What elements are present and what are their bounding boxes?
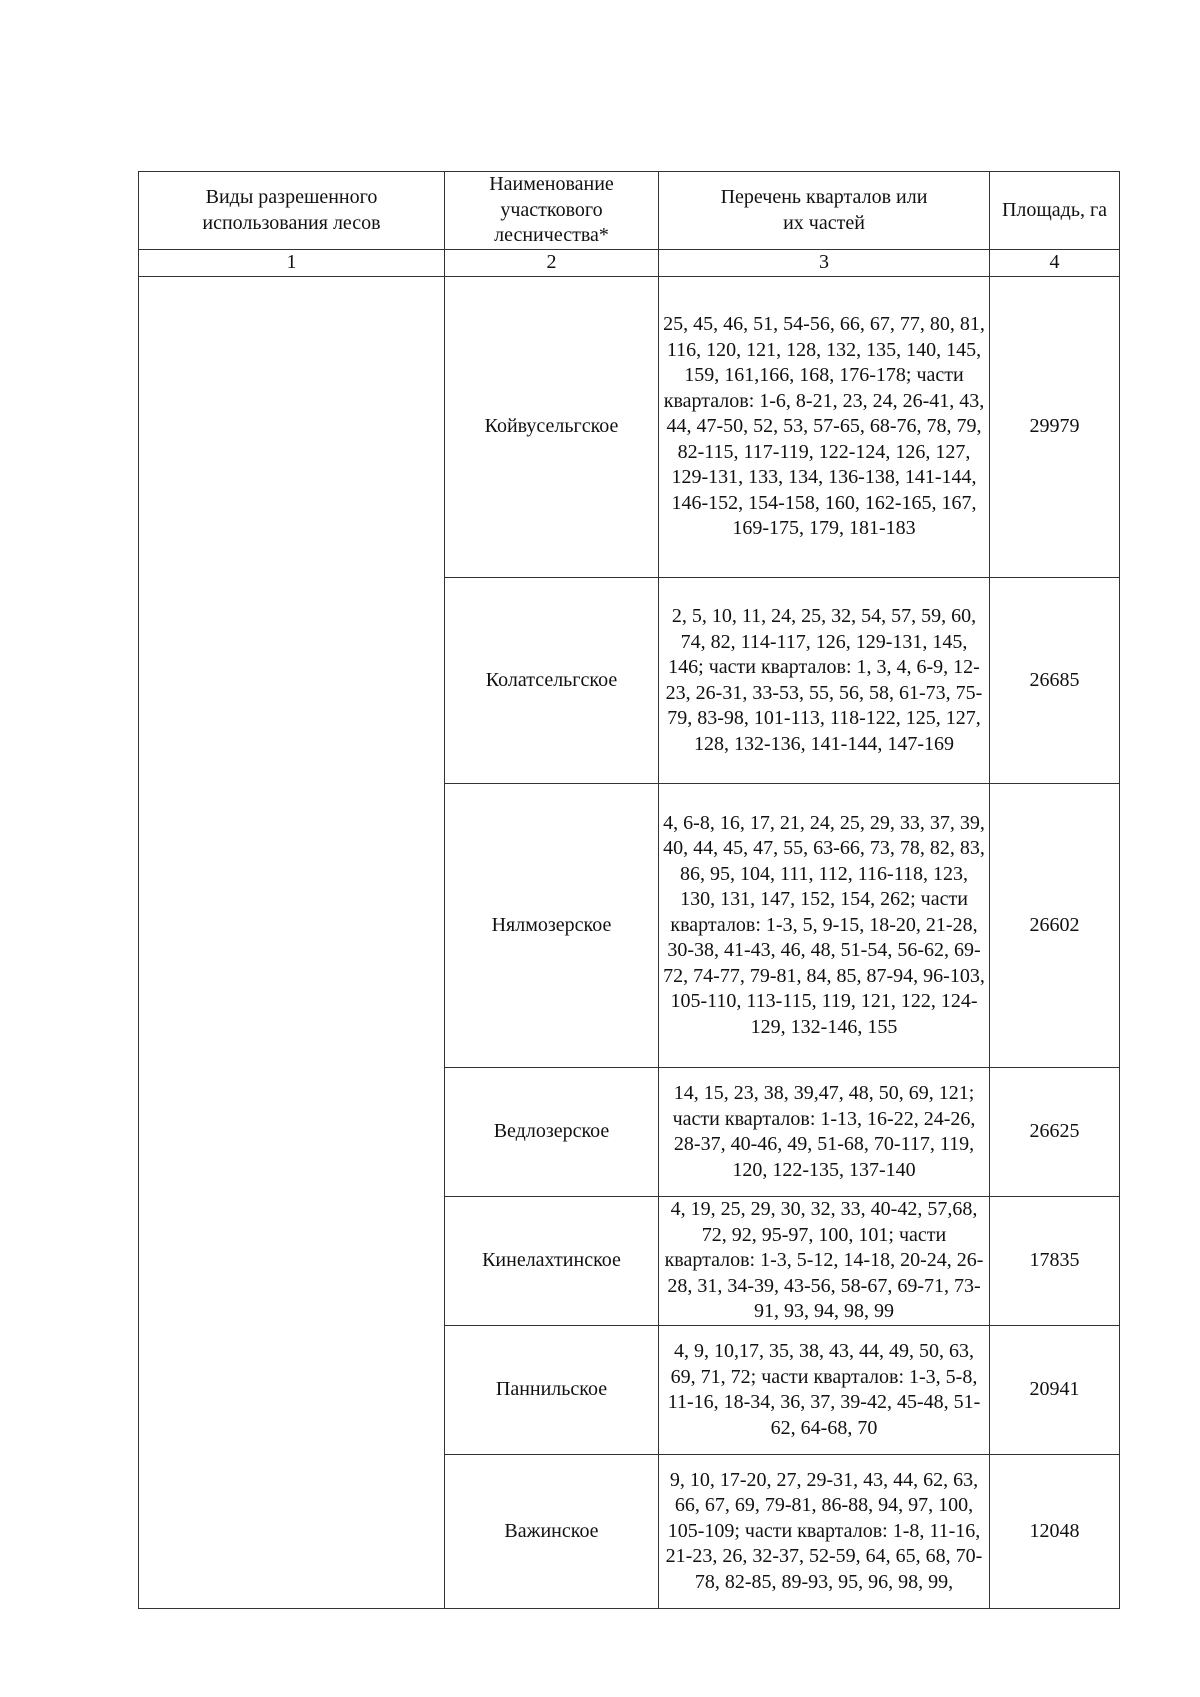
header-forestry-name: Наименование участкового лесничества* bbox=[445, 172, 659, 250]
quarters-cell: 25, 45, 46, 51, 54-56, 66, 67, 77, 80, 81, 116, 120, 121, 128, 132, 135, 140, 145, 159, 161,166, 168, 176-178; части кварталов: 1-6, 8-21, 23, 24, 26-41, 43, 44, 47-50, 52, 53, 57-65, 68-76, 78, 79, 82-115, 117-119, 122-124, 126, 127, 129-131, 133, 134, 136-138, 141-144, 146-152, 154-158, 160, 162-165, 167, 169-175, 179, 181-183 bbox=[659, 277, 990, 578]
quarters-cell: 9, 10, 17-20, 27, 29-31, 43, 44, 62, 63, 66, 67, 69, 79-81, 86-88, 94, 97, 100, 105-109; части кварталов: 1-8, 11-16, 21-23, 26, 32-37, 52-59, 64, 65, 68, 70-78, 82-85, 89-93, 95, 96, 98, 99, bbox=[659, 1455, 990, 1609]
forestry-name-cell: Нялмозерское bbox=[445, 784, 659, 1068]
use-type-cell bbox=[139, 277, 445, 1609]
column-number: 2 bbox=[445, 250, 659, 277]
area-cell: 26685 bbox=[990, 578, 1120, 784]
forestry-name-cell: Важинское bbox=[445, 1455, 659, 1609]
header-row bbox=[139, 172, 1120, 250]
table-body bbox=[139, 172, 1120, 1609]
header-area: Площадь, га bbox=[990, 172, 1120, 250]
quarters-cell: 4, 6-8, 16, 17, 21, 24, 25, 29, 33, 37, 39, 40, 44, 45, 47, 55, 63-66, 73, 78, 82, 83, 86, 95, 104, 111, 112, 116-118, 123, 130, 131, 147, 152, 154, 262; части кварталов: 1-3, 5, 9-15, 18-20, 21-28, 30-38, 41-43, 46, 48, 51-54, 56-62, 69-72, 74-77, 79-81, 84, 85, 87-94, 96-103, 105-110, 113-115, 119, 121, 122, 124-129, 132-146, 155 bbox=[659, 784, 990, 1068]
column-number: 3 bbox=[659, 250, 990, 277]
area-cell: 12048 bbox=[990, 1455, 1120, 1609]
header-use-types: Виды разрешенного использования лесов bbox=[139, 172, 445, 250]
forestry-name-cell: Ведлозерское bbox=[445, 1068, 659, 1197]
quarters-cell: 4, 9, 10,17, 35, 38, 43, 44, 49, 50, 63, 69, 71, 72; части кварталов: 1-3, 5-8, 11-16, 18-34, 36, 37, 39-42, 45-48, 51-62, 64-68, 70 bbox=[659, 1326, 990, 1455]
forest-use-table bbox=[138, 171, 1120, 1609]
area-cell: 29979 bbox=[990, 277, 1120, 578]
forestry-name-cell: Колатсельгское bbox=[445, 578, 659, 784]
forestry-name-cell: Кинелахтинское bbox=[445, 1197, 659, 1326]
quarters-cell: 2, 5, 10, 11, 24, 25, 32, 54, 57, 59, 60, 74, 82, 114-117, 126, 129-131, 145, 146; части кварталов: 1, 3, 4, 6-9, 12-23, 26-31, 33-53, 55, 56, 58, 61-73, 75-79, 83-98, 101-113, 118-122, 125, 127, 128, 132-136, 141-144, 147-169 bbox=[659, 578, 990, 784]
forestry-name-cell: Паннильское bbox=[445, 1326, 659, 1455]
forestry-name-cell: Койвусельгское bbox=[445, 277, 659, 578]
header-quarters-list: Перечень кварталов или их частей bbox=[659, 172, 990, 250]
area-cell: 17835 bbox=[990, 1197, 1120, 1326]
quarters-cell: 4, 19, 25, 29, 30, 32, 33, 40-42, 57,68, 72, 92, 95-97, 100, 101; части кварталов: 1-3, 5-12, 14-18, 20-24, 26-28, 31, 34-39, 43-56, 58-67, 69-71, 73-91, 93, 94, 98, 99 bbox=[659, 1197, 990, 1326]
area-cell: 26602 bbox=[990, 784, 1120, 1068]
column-number: 4 bbox=[990, 250, 1120, 277]
column-number-row bbox=[139, 250, 1120, 277]
area-cell: 20941 bbox=[990, 1326, 1120, 1455]
quarters-cell: 14, 15, 23, 38, 39,47, 48, 50, 69, 121; части кварталов: 1-13, 16-22, 24-26, 28-37, 40-46, 49, 51-68, 70-117, 119, 120, 122-135, 137-140 bbox=[659, 1068, 990, 1197]
area-cell: 26625 bbox=[990, 1068, 1120, 1197]
column-number: 1 bbox=[139, 250, 445, 277]
table-row bbox=[139, 277, 1120, 578]
